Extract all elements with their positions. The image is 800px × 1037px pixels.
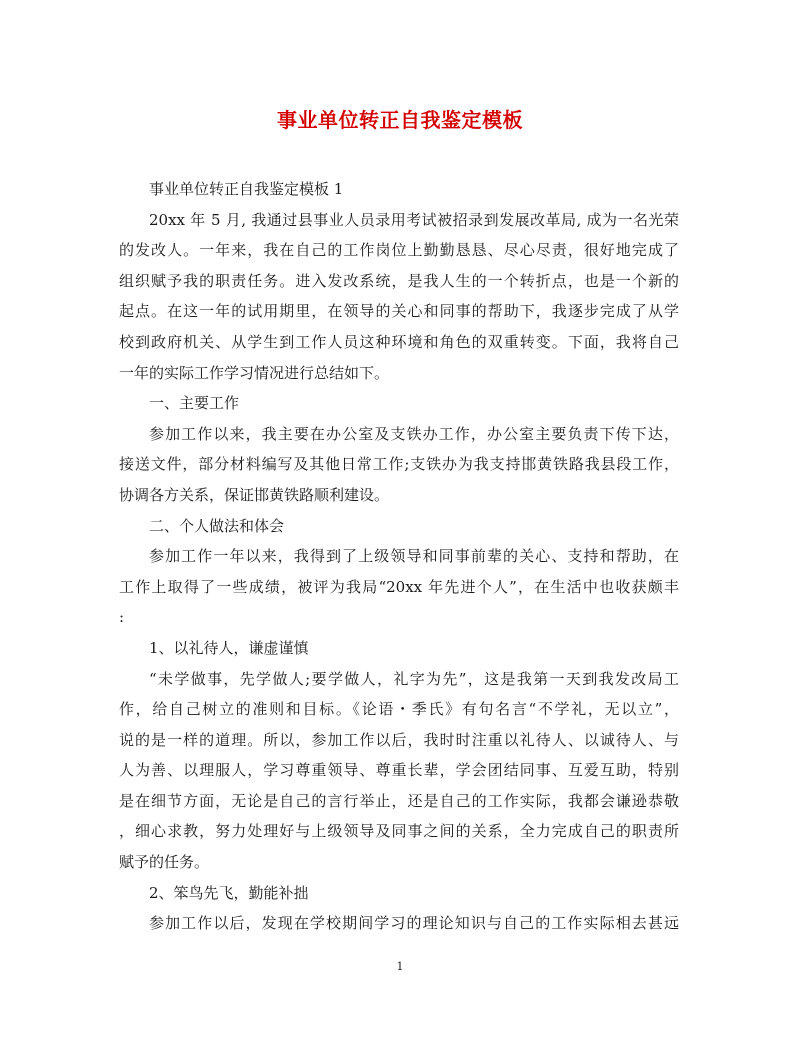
section-heading: 二、个人做法和体会 bbox=[149, 516, 285, 535]
paragraph-line: 协调各方关系，保证邯黄铁路顺利建设。 bbox=[119, 485, 390, 504]
page-number: 1 bbox=[396, 960, 404, 973]
document-body bbox=[119, 174, 679, 939]
paragraph-line: “未学做事，先学做人;要学做人，礼字为先”，这是我第一天到我发改局工 bbox=[149, 669, 679, 688]
paragraph-line: 参加工作以后，发现在学校期间学习的理论知识与自己的工作实际相去甚远 bbox=[149, 914, 679, 933]
paragraph-line: 的发改人。一年来，我在自己的工作岗位上勤勤恳恳、尽心尽责，很好地完成了 bbox=[119, 241, 679, 260]
section-heading: 2、笨鸟先飞，勤能补拙 bbox=[149, 883, 309, 902]
paragraph-line: ，细心求教，努力处理好与上级领导及同事之间的关系，全力完成自己的职责所 bbox=[119, 822, 679, 841]
paragraph-line: : bbox=[119, 608, 125, 627]
paragraph-line: 参加工作一年以来，我得到了上级领导和同事前辈的关心、支持和帮助，在 bbox=[149, 547, 679, 566]
paragraph-line: 赋予的任务。 bbox=[119, 853, 210, 872]
paragraph-line: 20xx 年 5 月, 我通过县事业人员录用考试被招录到发展改革局, 成为一名光荣 bbox=[149, 210, 679, 229]
section-heading: 一、主要工作 bbox=[149, 394, 240, 413]
page-title: 事业单位转正自我鉴定模板 bbox=[277, 108, 523, 132]
paragraph-line: 人为善、以理服人，学习尊重领导、尊重长辈，学会团结同事、互爱互助，特别 bbox=[119, 761, 679, 780]
section-heading: 1、以礼待人，谦虚谨慎 bbox=[149, 638, 309, 657]
paragraph-line: 工作上取得了一些成绩，被评为我局“20xx 年先进个人”，在生活中也收获颇丰 bbox=[119, 577, 679, 596]
paragraph-line: 是在细节方面，无论是自己的言行举止，还是自己的工作实际，我都会谦逊恭敬 bbox=[119, 791, 679, 810]
paragraph-line: 参加工作以来，我主要在办公室及支铁办工作，办公室主要负责下传下达， bbox=[149, 424, 679, 443]
section-heading: 事业单位转正自我鉴定模板 1 bbox=[149, 180, 344, 198]
paragraph-line: 起点。在这一年的试用期里，在领导的关心和同事的帮助下，我逐步完成了从学 bbox=[119, 302, 679, 321]
paragraph-line: 作，给自己树立的准则和目标。《论语・季氏》有句名言“不学礼，无以立”， bbox=[119, 700, 679, 719]
paragraph-line: 校到政府机关、从学生到工作人员这种环境和角色的双重转变。下面，我将自己 bbox=[119, 332, 679, 351]
paragraph-line: 说的是一样的道理。所以，参加工作以后，我时时注重以礼待人、以诚待人、与 bbox=[119, 730, 679, 749]
paragraph-line: 一年的实际工作学习情况进行总结如下。 bbox=[119, 363, 390, 382]
paragraph-line: 接送文件，部分材料编写及其他日常工作;支铁办为我支持邯黄铁路我县段工作， bbox=[119, 455, 679, 474]
paragraph-line: 组织赋予我的职责任务。进入发改系统，是我人生的一个转折点，也是一个新的 bbox=[119, 271, 679, 290]
